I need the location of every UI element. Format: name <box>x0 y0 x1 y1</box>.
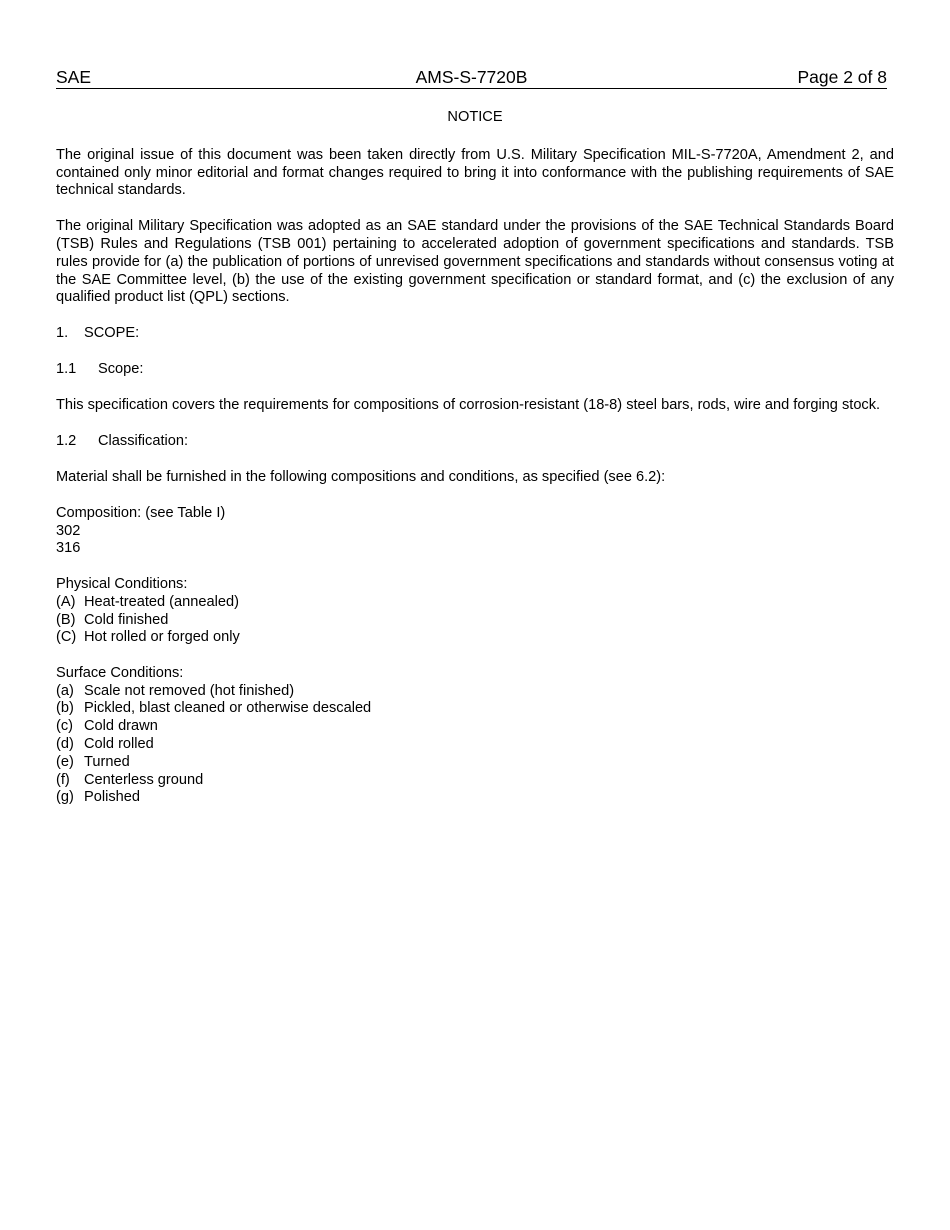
notice-paragraph-1: The original issue of this document was been taken directly from U.S. Military Specification MIL-S-7720A, Amendment 2, and contained only minor editorial and format changes required to bring it into conformance with the publishing requirements of SAE technical standards. <box>56 146 894 199</box>
item-code: (d) <box>56 736 74 753</box>
item-text: Pickled, blast cleaned or otherwise descaled <box>84 700 372 717</box>
surface-conditions-label: Surface Conditions: <box>56 664 184 681</box>
composition-item: 316 <box>56 540 81 557</box>
item-code: (a) <box>56 682 74 699</box>
list-item <box>56 789 894 807</box>
header-page-number: Page 2 of 8 <box>797 67 887 87</box>
list-item <box>56 754 894 772</box>
item-text: Heat-treated (annealed) <box>84 593 239 610</box>
composition-label: Composition: (see Table I) <box>56 504 226 521</box>
item-code: (C) <box>56 629 77 646</box>
list-item <box>56 772 894 790</box>
section-number: 1.1 <box>56 361 77 378</box>
section-number: 1.2 <box>56 432 77 449</box>
item-code: (B) <box>56 611 76 628</box>
composition-item: 302 <box>56 522 81 539</box>
header-doc-number: AMS-S-7720B <box>415 67 528 87</box>
classification-paragraph: Material shall be furnished in the following compositions and conditions, as specified (see 6.2): <box>56 468 666 485</box>
section-1-heading <box>56 325 894 343</box>
list-item <box>56 736 894 754</box>
item-text: Polished <box>84 789 140 806</box>
section-1-1-heading <box>56 361 894 379</box>
document-body <box>56 109 894 825</box>
scope-paragraph: This specification covers the requirements for compositions of corrosion-resistant (18-8) steel bars, rods, wire and forging stock. <box>56 397 881 414</box>
page-header <box>56 66 887 89</box>
list-item <box>56 718 894 736</box>
list-item <box>56 683 894 701</box>
item-text: Hot rolled or forged only <box>84 629 240 646</box>
item-text: Centerless ground <box>84 771 204 788</box>
header-org: SAE <box>56 67 92 87</box>
notice-paragraph-2: The original Military Specification was adopted as an SAE standard under the provisions of the SAE Technical Standards Board (TSB) Rules and Regulations (TSB 001) pertaining to accelerated adoption of government specifications and standards. TSB rules provide for (a) the publication of portions of unrevised government specifications and standards without consensus voting at the SAE Committee level, (b) the use of the existing government specification or standard format, and (c) the exclusion of any qualified product list (QPL) sections. <box>56 218 894 306</box>
section-title: Classification: <box>98 432 189 449</box>
section-number: 1. <box>56 325 69 342</box>
section-1-2-heading <box>56 433 894 451</box>
item-code: (A) <box>56 593 76 610</box>
item-code: (f) <box>56 771 70 788</box>
list-item <box>56 594 894 612</box>
item-code: (e) <box>56 753 74 770</box>
list-item <box>56 612 894 630</box>
section-title: SCOPE: <box>84 325 140 342</box>
composition-block <box>56 505 894 558</box>
item-text: Cold drawn <box>84 718 158 735</box>
item-text: Turned <box>84 753 130 770</box>
surface-conditions-block <box>56 665 894 807</box>
item-code: (c) <box>56 718 74 735</box>
list-item <box>56 629 894 647</box>
item-code: (g) <box>56 789 74 806</box>
item-text: Cold rolled <box>84 736 154 753</box>
item-text: Cold finished <box>84 611 169 628</box>
item-code: (b) <box>56 700 74 717</box>
list-item <box>56 700 894 718</box>
item-text: Scale not removed (hot finished) <box>84 682 295 699</box>
physical-conditions-block <box>56 576 894 647</box>
physical-conditions-label: Physical Conditions: <box>56 575 188 592</box>
section-title: Scope: <box>98 361 144 378</box>
notice-title: NOTICE <box>447 109 503 125</box>
